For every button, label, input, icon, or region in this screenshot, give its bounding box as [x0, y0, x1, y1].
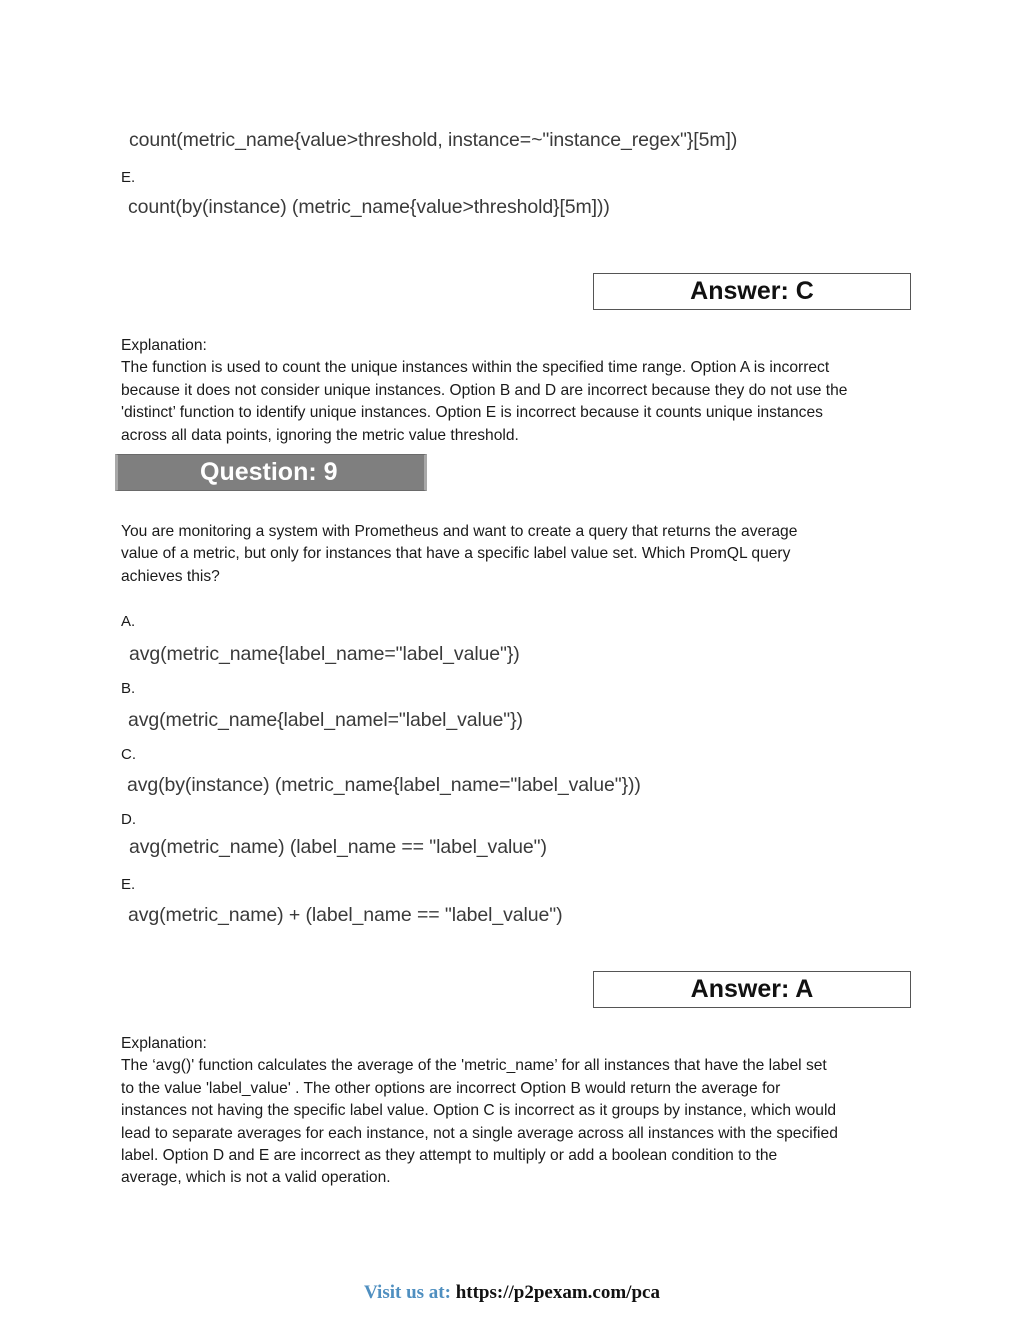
option-a-label: A. [121, 613, 136, 630]
explanation-line: to the value 'label_value' . The other options are incorrect Option B would return the average for [121, 1079, 781, 1097]
question-title: Question: 9 [200, 458, 338, 486]
footer [0, 1282, 1024, 1304]
explanation-block [121, 1033, 911, 1190]
footer-url-link[interactable]: https://p2pexam.com/pca [455, 1282, 660, 1303]
option-d-label: D. [121, 811, 136, 828]
question-line: achieves this? [121, 567, 220, 585]
explanation-block [121, 335, 911, 447]
option-c-label: C. [121, 746, 136, 763]
explanation-line: lead to separate averages for each instance, not a single average across all instances with the specified [121, 1124, 838, 1142]
explanation-line: The ‘avg()' function calculates the average of the 'metric_name’ for all instances that have the label set [121, 1057, 827, 1075]
explanation-heading: Explanation: [121, 337, 207, 354]
option-e2-code: avg(metric_name) + (label_name == "label_value") [128, 904, 563, 926]
option-d-code: count(metric_name{value>threshold, instance=~"instance_regex"}[5m]) [129, 129, 738, 151]
option-b-label: B. [121, 680, 136, 697]
explanation-line: because it does not consider unique instances. Option B and D are incorrect because they do not use the [121, 381, 848, 399]
option-e-label: E. [121, 169, 136, 186]
answer-text: Answer: C [690, 277, 814, 305]
explanation-line: 'distinct’ function to identify unique instances. Option E is incorrect because it counts unique instances [121, 404, 823, 422]
option-a-code: avg(metric_name{label_name="label_value"}) [129, 643, 520, 665]
answer-text: Answer: A [690, 975, 814, 1003]
question-banner [115, 454, 427, 491]
question-text [121, 521, 911, 588]
explanation-line: across all data points, ignoring the metric value threshold. [121, 426, 519, 444]
explanation-line: label. Option D and E are incorrect as they attempt to multiply or add a boolean condition to the [121, 1147, 778, 1165]
option-d2-code: avg(metric_name) (label_name == "label_value") [129, 836, 547, 858]
option-e-code: count(by(instance) (metric_name{value>threshold}[5m])) [128, 196, 610, 218]
option-e2-label: E. [121, 876, 136, 893]
explanation-heading: Explanation: [121, 1035, 207, 1052]
explanation-line: instances not having the specific label value. Option C is incorrect as it groups by instance, which would [121, 1102, 837, 1120]
option-b-code: avg(metric_name{label_namel="label_value"}) [128, 709, 523, 731]
footer-visit-label: Visit us at: [364, 1282, 451, 1303]
answer-box [593, 971, 911, 1008]
explanation-line: average, which is not a valid operation. [121, 1169, 391, 1187]
question-line: You are monitoring a system with Prometheus and want to create a query that returns the average [121, 523, 798, 540]
explanation-line: The function is used to count the unique instances within the specified time range. Option A is incorrect [121, 359, 830, 377]
answer-box [593, 273, 911, 310]
option-c-code: avg(by(instance) (metric_name{label_name="label_value"})) [127, 774, 641, 796]
question-line: value of a metric, but only for instances that have a specific label value set. Which PromQL query [121, 545, 791, 563]
